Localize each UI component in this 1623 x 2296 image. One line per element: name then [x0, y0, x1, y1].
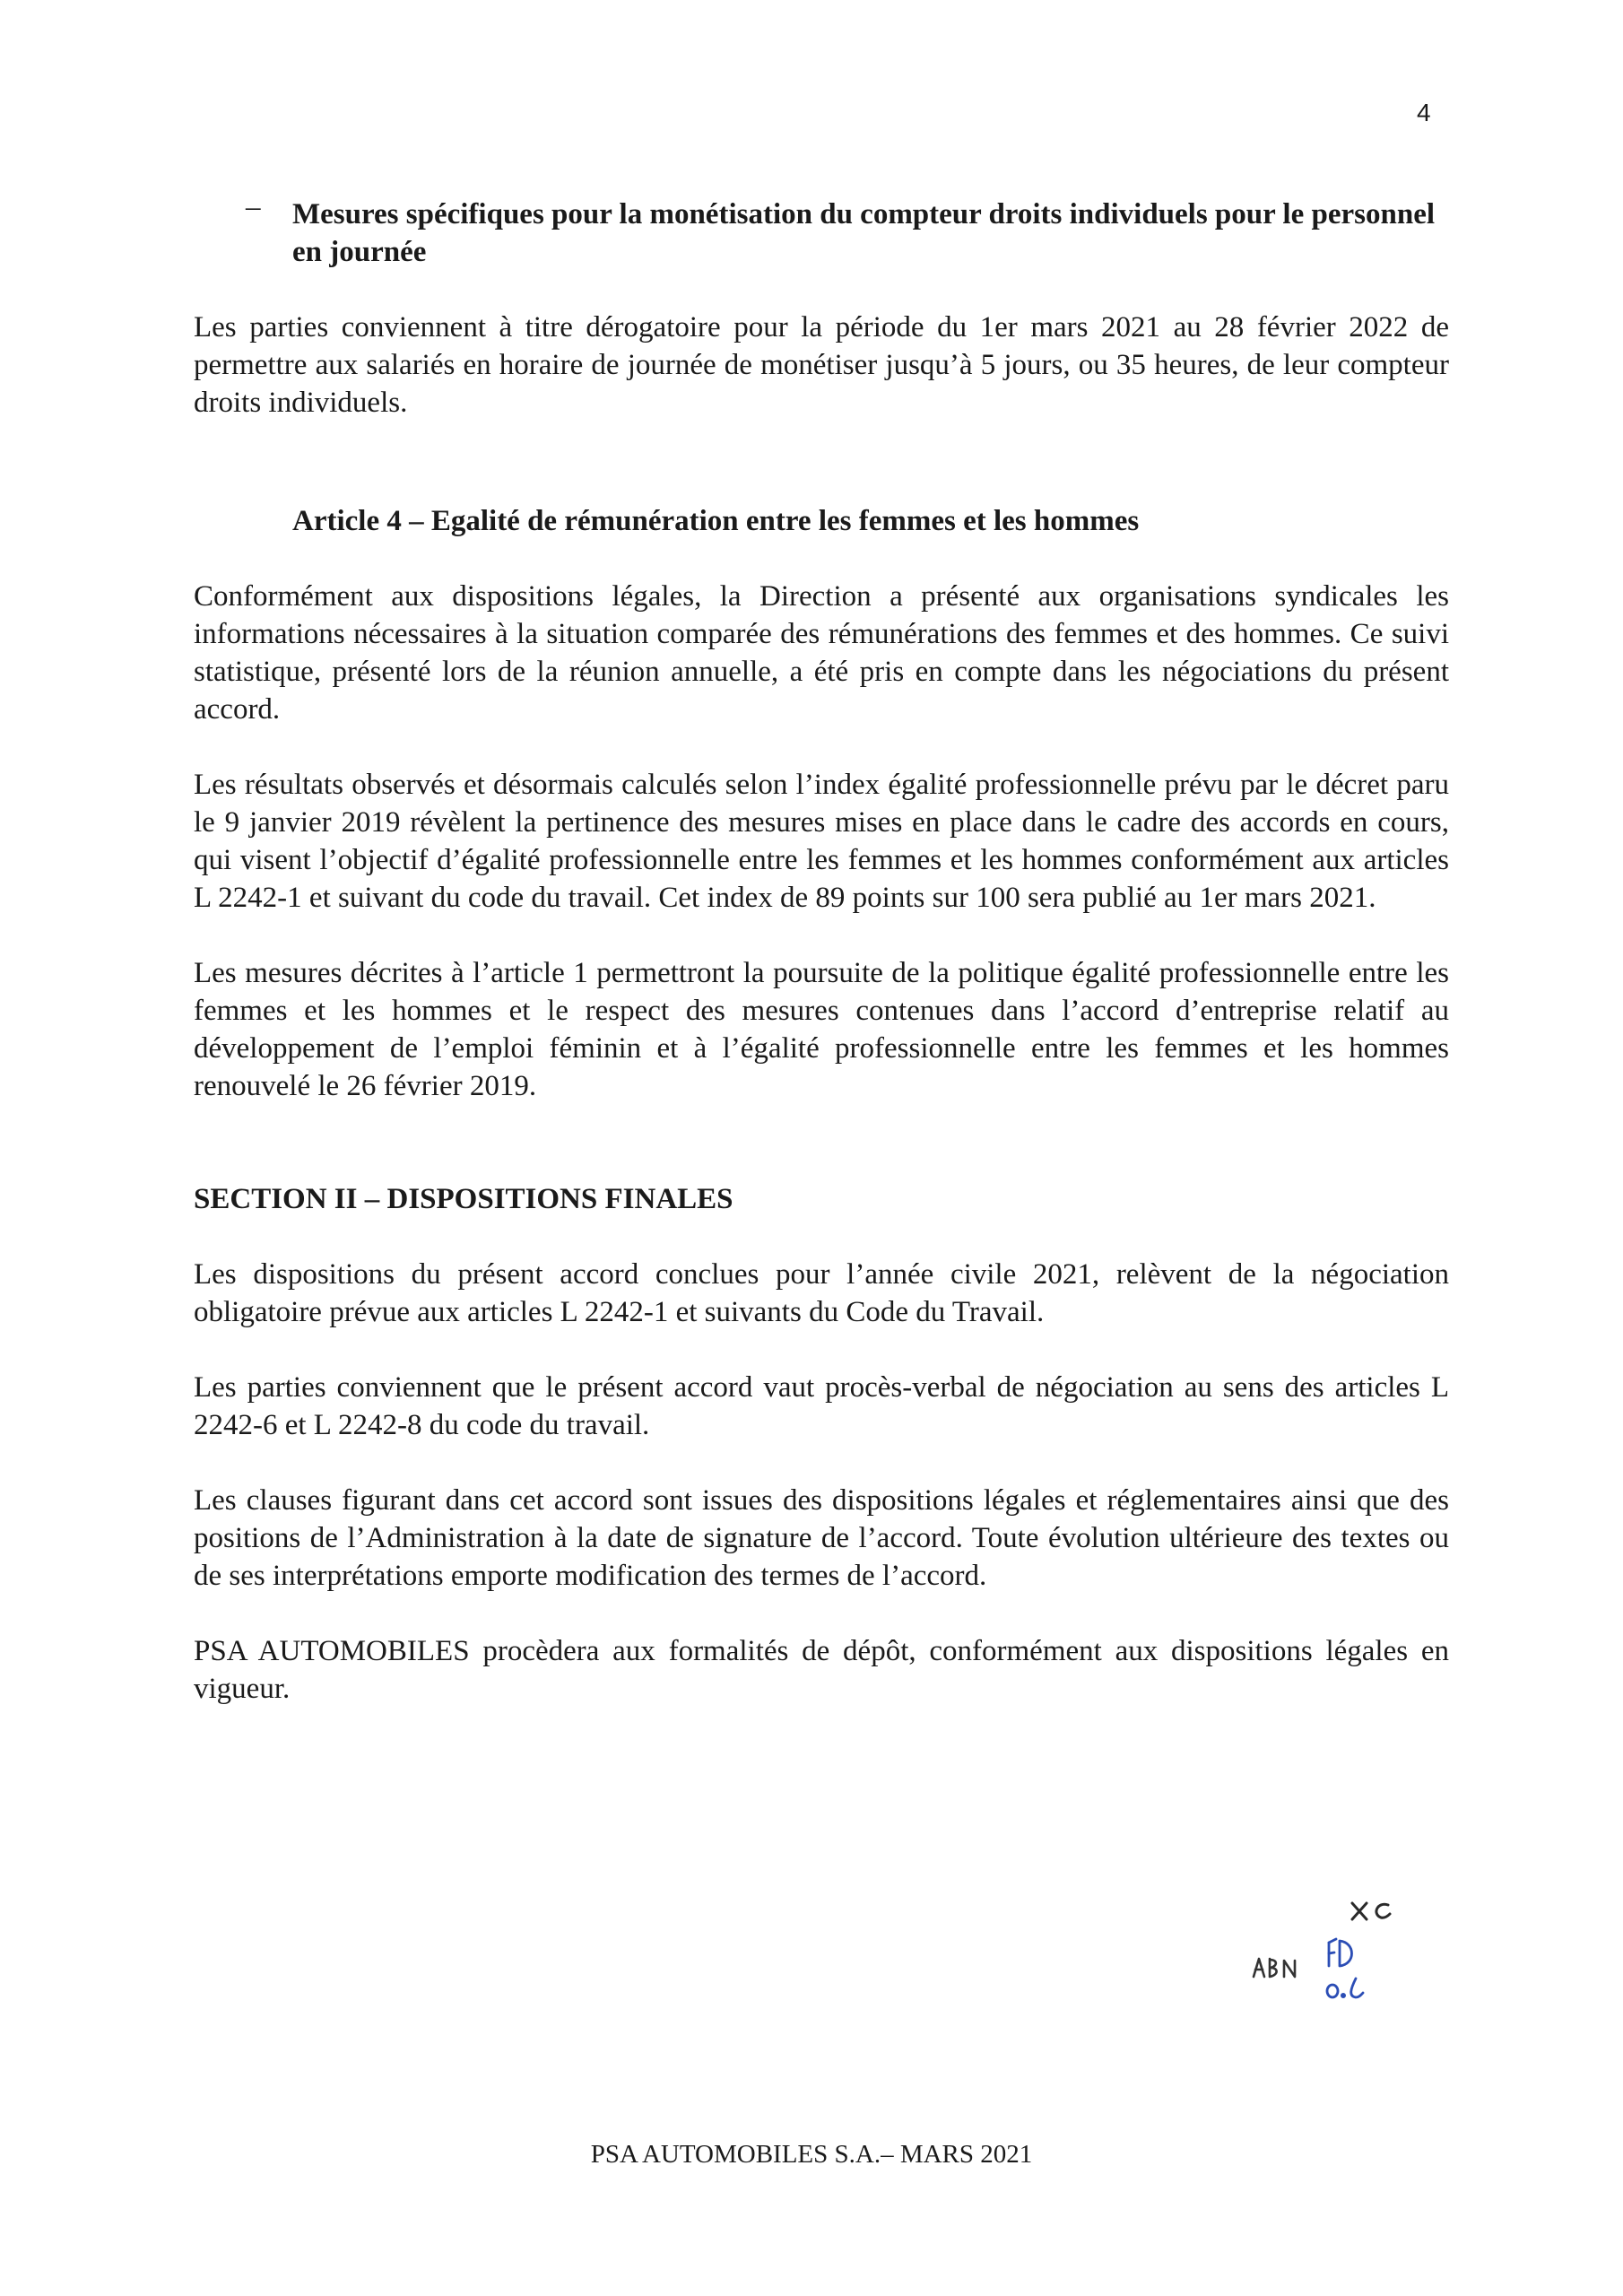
- document-body: [194, 191, 1449, 1708]
- paragraph-remunerations: Conformément aux dispositions légales, la Direction a présenté aux organisations syndicales les informations nécessaires à la situation comparée des rémunérations des femmes et des hommes. Ce suivi statistique, présenté lors de la réunion annuelle, a été pris en compte dans les négociations du présent accord.: [194, 580, 1449, 726]
- paragraph-derogation: Les parties conviennent à titre dérogatoire pour la période du 1er mars 2021 au 28 février 2022 de permettre aux salariés en horaire de journée de monétiser jusqu’à 5 jours, ou 35 heures, de leur compteur droits individuels.: [194, 311, 1449, 419]
- article-4-title: Article 4 – Egalité de rémunération entre les femmes et les hommes: [292, 505, 1140, 537]
- bullet-heading: [194, 191, 1449, 271]
- handwritten-initials: [1246, 1883, 1408, 2027]
- paragraph-clauses: Les clauses figurant dans cet accord sont issues des dispositions légales et réglementaires ainsi que des positions de l’Administration à la date de signature de l’accord. Toute évolution ultérieure des textes ou de ses interprétations emporte modification des termes de l’accord.: [194, 1484, 1449, 1592]
- paragraph-annee-civile: Les dispositions du présent accord conclues pour l’année civile 2021, relèvent de la négociation obligatoire prévue aux articles L 2242-1 et suivants du Code du Travail.: [194, 1258, 1449, 1328]
- footer: PSA AUTOMOBILES S.A.– MARS 2021: [590, 2140, 1033, 2169]
- paragraph-mesures-article-1: Les mesures décrites à l’article 1 permettront la poursuite de la politique égalité professionnelle entre les femmes et les hommes et le respect des mesures contenues dans l’accord d’entreprise relatif au développement de l’emploi féminin et à l’égalité professionnelle entre les femmes et les hommes renouvelé le 26 février 2019.: [194, 957, 1449, 1102]
- section-2-title: SECTION II – DISPOSITIONS FINALES: [194, 1183, 733, 1215]
- bullet-heading-text: Mesures spécifiques pour la monétisation du compteur droits individuels pour le personnel en journée: [292, 198, 1436, 268]
- paragraph-proces-verbal: Les parties conviennent que le présent accord vaut procès-verbal de négociation au sens des articles L 2242-6 et L 2242-8 du code du travail.: [194, 1371, 1449, 1441]
- page-number: 4: [1417, 99, 1431, 126]
- bullet-dash: –: [246, 191, 261, 223]
- paragraph-depot: PSA AUTOMOBILES procèdera aux formalités de dépôt, conformément aux dispositions légales en vigueur.: [194, 1635, 1449, 1705]
- paragraph-index-egalite: Les résultats observés et désormais calculés selon l’index égalité professionnelle prévu par le décret paru le 9 janvier 2019 révèlent la pertinence des mesures mises en place dans le cadre des accords en cours, qui visent l’objectif d’égalité professionnelle entre les femmes et les hommes conformément aux articles L 2242-1 et suivant du code du travail. Cet index de 89 points sur 100 sera publié au 1er mars 2021.: [194, 769, 1449, 914]
